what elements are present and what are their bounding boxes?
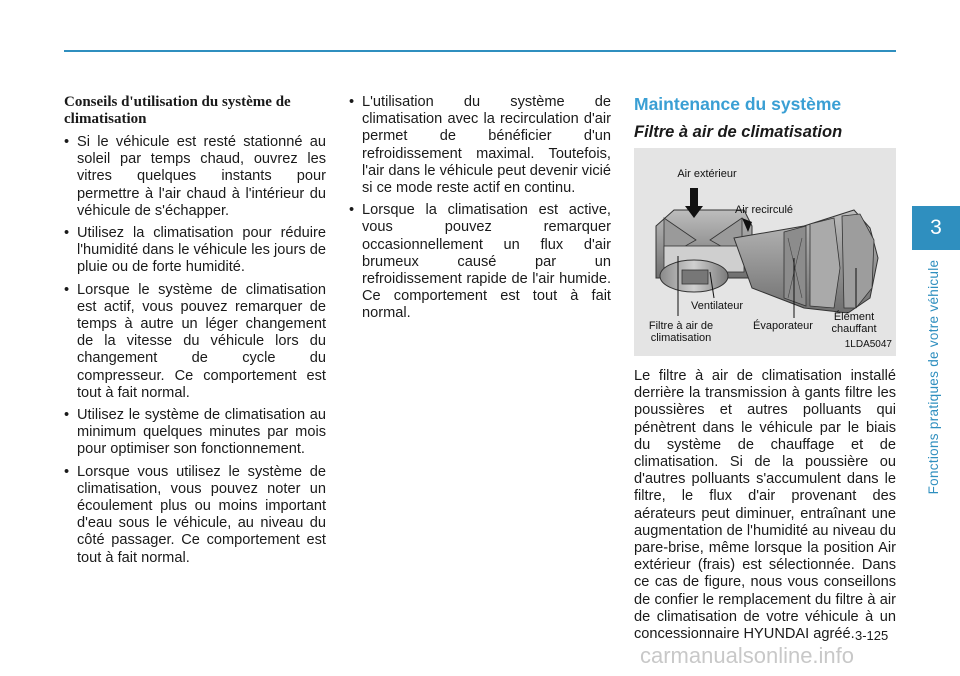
list-item: • Lorsque vous utilisez le système de climatisation, vous pouvez noter un écoulement plus ou moins important d'eau sous le véhicule, au niveau du côté passager. Ce comportement est tout à fait normal.	[64, 463, 326, 566]
label-outside-air: Air extérieur	[677, 168, 737, 180]
list-item: • Lorsque la climatisation est active, vous pouvez remarquer occasionnellement un flux d'air brumeux causé par un refroidissement rapide de l'air humide. Ce comportement est tout à fait normal.	[349, 202, 611, 322]
maintenance-title: Maintenance du système	[634, 94, 842, 114]
tips-list-continued	[349, 94, 611, 323]
column-tips-continued	[349, 94, 611, 328]
filter-description: Le filtre à air de climatisation installé derrière la transmission à gants filtre les poussières et autres polluants qui pénètrent dans le véhicule par le biais du système de chauffage et de climatisation. Si de la poussière ou d'autres polluants s'accumulent dans le filtre, le flux d'air provenant des aérateurs peut diminuer, entraînant une augmentation de l'humidité au niveau du pare-brise, même lorsque la position Air extérieur (frais) est sélectionnée. Dans ce cas de figure, nous vous conseillons de confier le remplacement du filtre à air de climatisation de votre véhicule à un concessionnaire HYUNDAI agréé.	[634, 368, 896, 643]
filter-diagram	[634, 148, 896, 356]
chapter-title: Fonctions pratiques de votre véhicule	[926, 259, 941, 495]
page-number: 3-125	[855, 628, 889, 643]
label-evaporator: Évaporateur	[753, 320, 813, 332]
watermark: carmanualsonline.info	[640, 643, 855, 668]
list-item: • Utilisez le système de climatisation au minimum quelques minutes par mois pour optimiser son fonctionnement.	[64, 407, 326, 458]
column-tips	[64, 94, 326, 572]
top-rule	[64, 50, 896, 52]
label-fan: Ventilateur	[691, 300, 743, 312]
list-item: • Lorsque le système de climatisation est actif, vous pouvez remarquer de temps à autre un léger changement de la vitesse du véhicule lors du changement de cycle du compresseur. Ce comportement est tout à fait normal.	[64, 281, 326, 401]
label-filter: Filtre à air de climatisation	[648, 320, 714, 344]
filter-subtitle: Filtre à air de climatisation	[634, 123, 843, 141]
list-item: • Si le véhicule est resté stationné au soleil par temps chaud, ouvrez les vitres quelques instants pour permettre à l'air chaud à l'intérieur du véhicule de s'échapper.	[64, 134, 326, 219]
list-item: • Utilisez la climatisation pour réduire l'humidité dans le véhicule les jours de pluie ou de forte humidité.	[64, 225, 326, 276]
list-item: • L'utilisation du système de climatisation avec la recirculation d'air permet de bénéficier d'un refroidissement maximal. Toutefois, l'air dans le véhicule peut devenir vicié si ce mode reste actif en continu.	[349, 94, 611, 197]
figure-code: 1LDA5047	[844, 338, 892, 350]
tips-list	[64, 134, 326, 567]
column-maintenance	[634, 94, 896, 643]
label-recirc-air: Air recirculé	[734, 204, 794, 216]
chapter-tab: 3	[912, 206, 960, 250]
tips-title: Conseils d'utilisation du système de climatisation	[64, 94, 291, 127]
label-heater: Élément chauffant	[831, 311, 877, 335]
